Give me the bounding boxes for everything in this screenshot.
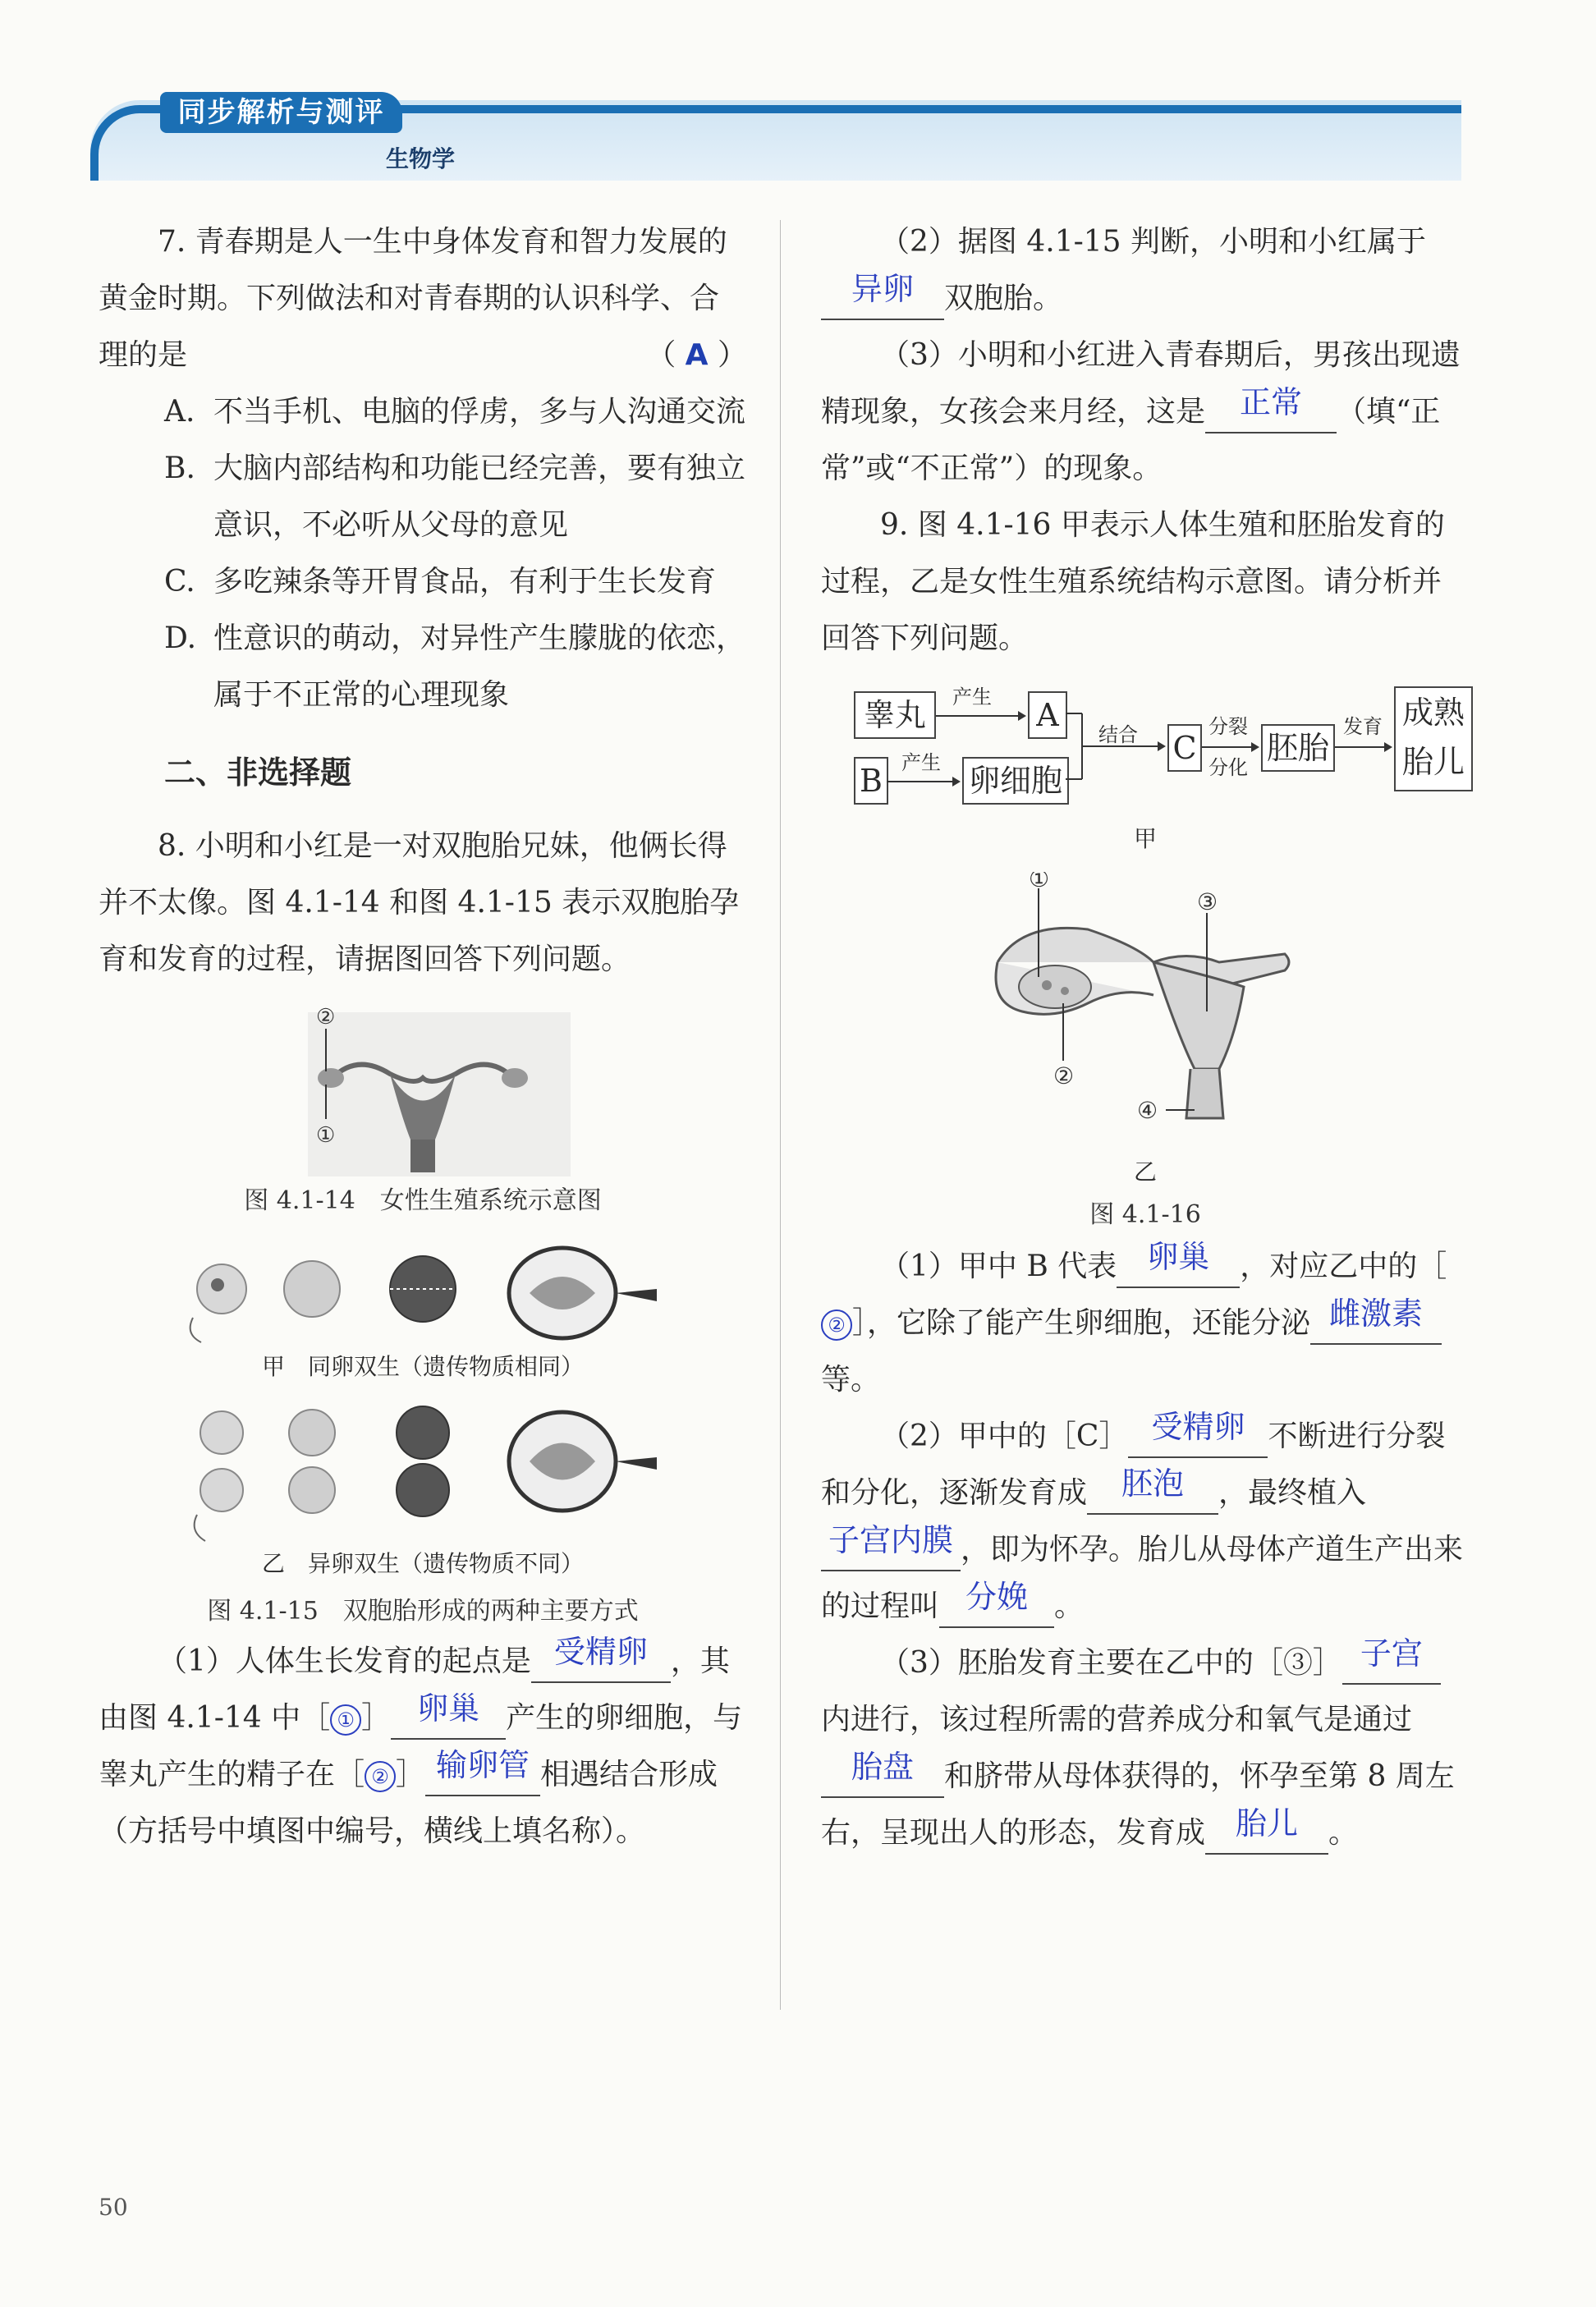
fig16-label-2: ② — [1053, 1062, 1075, 1089]
q9p3-text4: 。 — [1328, 1816, 1359, 1850]
flow-mature-line2: 胎儿 — [1401, 744, 1465, 780]
q9p2-blank1[interactable] — [1128, 1409, 1268, 1458]
q9p3-text3: 和脐带从母体获得的，怀孕至第 8 周左右，呈现出人的形态，发育成 — [821, 1759, 1455, 1850]
flow-divide: 分裂 — [1208, 715, 1248, 738]
q9p2-answer3: 子宫内膜 — [828, 1522, 953, 1558]
q8p1-blank3[interactable] — [391, 1690, 506, 1740]
subject-title: 生物学 — [386, 145, 456, 172]
q8p1-text1: （1）人体生长发育的起点是 — [158, 1644, 531, 1678]
identical-twins-diagram — [177, 1244, 669, 1351]
series-title: 同步解析与测评 — [160, 92, 402, 133]
q9p3-blank2[interactable] — [821, 1749, 944, 1798]
flow-produce1: 产生 — [952, 686, 992, 709]
flow-differentiate: 分化 — [1208, 756, 1248, 779]
combine-bracket — [1066, 708, 1172, 798]
q8p2-text2: 双胞胎。 — [944, 282, 1063, 315]
q8p1-text2: ，其由图 4.1-14 中［ — [99, 1644, 730, 1735]
q9p3-text2: 内进行，该过程所需的营养成分和氧气是通过 — [821, 1703, 1413, 1736]
q8p1-text3: ］ — [361, 1701, 392, 1735]
q9p2-blank3[interactable] — [821, 1522, 961, 1571]
q7-option-d — [99, 610, 747, 723]
flow-produce2: 产生 — [901, 751, 941, 774]
option-label: A. — [164, 395, 195, 429]
uterus-diagram — [973, 872, 1318, 1151]
q8p1-answer5: 输卵管 — [436, 1747, 530, 1783]
q8p2-blank1[interactable] — [821, 271, 944, 320]
q9p2-answer2: 胚泡 — [1121, 1465, 1185, 1502]
q9p3-answer2: 胎盘 — [851, 1749, 914, 1785]
flow-C: C — [1167, 724, 1202, 772]
fig16-label-1: ① — [1029, 872, 1050, 892]
flow-diagram — [837, 675, 1465, 806]
q7-answer: A — [685, 338, 709, 372]
q9p2-text1: （2）甲中的［C］ — [880, 1420, 1129, 1453]
fig15-caption: 图 4.1-15 双胞胎形成的两种主要方式 — [207, 1597, 639, 1626]
option-text: 多吃辣条等开胃食品，有利于生长发育 — [213, 565, 717, 599]
female-reproductive-diagram — [259, 996, 587, 1176]
flow-egg: 卵细胞 — [962, 757, 1069, 805]
q7-stem — [99, 213, 747, 383]
q9p3-answer3: 胎儿 — [1236, 1805, 1299, 1841]
flow-embryo: 胚胎 — [1261, 724, 1335, 772]
option-text: 性意识的萌动，对异性产生朦胧的依恋，属于不正常的心理现象 — [213, 621, 746, 712]
ovary-left — [318, 1068, 344, 1088]
flow-develop: 发育 — [1343, 715, 1383, 738]
q8p3-blank1[interactable] — [1205, 384, 1337, 433]
q8p1-text4: 产生的卵细胞，与睾丸产生的精子在［ — [99, 1701, 743, 1791]
header-swoosh — [90, 105, 164, 181]
column-divider — [780, 220, 781, 2010]
paren-close: ） — [717, 338, 747, 372]
flow-label-jia: 甲 — [1133, 825, 1157, 852]
q9-part2 — [821, 1408, 1470, 1635]
arrow-icon — [887, 773, 961, 790]
q7-option-a — [99, 383, 747, 440]
option-text: 大脑内部结构和功能已经完善，要有独立意识，不必听从父母的意见 — [213, 452, 746, 542]
q7-answer-paren — [587, 327, 747, 383]
flow-mature-fetus — [1394, 686, 1473, 791]
q8p1-blank1[interactable] — [531, 1634, 671, 1683]
fig16-caption: 图 4.1-16 — [1089, 1200, 1201, 1229]
q8-part2 — [821, 213, 1470, 327]
flow-A: A — [1028, 691, 1067, 739]
option-label: B. — [164, 452, 195, 485]
fig16-label-4: ④ — [1137, 1097, 1158, 1124]
arrow-icon — [1202, 739, 1259, 755]
q8p3-text1: （3）小明和小红进入青春期后，男孩出现遗精现象，女孩会来月经，这是 — [821, 338, 1461, 429]
q9p2-answer1: 受精卵 — [1151, 1409, 1245, 1445]
ovary-right — [502, 1068, 528, 1088]
q9p2-text4: ，即为怀孕。胎儿从母体产道生产出来的过程叫 — [821, 1533, 1464, 1623]
option-text: 不当手机、电脑的俘虏，多与人沟通交流 — [213, 395, 746, 429]
q9p1-answer1: 卵巢 — [1147, 1239, 1210, 1275]
q9p1-text3: ］，它除了能产生卵细胞，还能分泌 — [852, 1306, 1311, 1340]
fraternal-twins-diagram — [177, 1400, 669, 1548]
figure-4-1-15 — [177, 1244, 669, 1351]
figure-4-1-16-yi — [973, 872, 1318, 1151]
q8p1-text6: 相遇结合形成（方括号中填图中编号，横线上填名称）。 — [99, 1758, 718, 1848]
q7-option-c — [99, 553, 747, 610]
q9p1-answer2: ② — [821, 1309, 852, 1341]
q9p2-text5: 。 — [1054, 1589, 1085, 1623]
page-number: 50 — [99, 2194, 128, 2221]
ovary — [1019, 965, 1091, 1008]
q9p2-blank2[interactable] — [1087, 1465, 1218, 1515]
q9p1-text4: 等。 — [821, 1363, 881, 1397]
q8p1-blank5[interactable] — [425, 1747, 540, 1796]
right-column — [821, 213, 1470, 1861]
flow-mature-line1: 成熟 — [1401, 695, 1465, 731]
q9p1-text1: （1）甲中 B 代表 — [880, 1250, 1117, 1283]
q9-part3 — [821, 1635, 1470, 1861]
q9p2-blank4[interactable] — [939, 1579, 1054, 1628]
option-label: C. — [164, 565, 195, 599]
figure-4-1-14 — [259, 996, 587, 1176]
q9-stem: 9. 图 4.1-16 甲表示人体生殖和胚胎发育的过程，乙是女性生殖系统结构示意图。请分析并回答下列问题。 — [821, 508, 1445, 655]
q9p2-text3: ，最终植入 — [1218, 1476, 1367, 1510]
fig14-label-2: ② — [316, 1005, 336, 1030]
figure-4-1-15-b — [177, 1400, 669, 1548]
option-label: D. — [164, 621, 197, 655]
section-title: 二、非选择题 — [164, 754, 352, 791]
left-column — [99, 213, 747, 1860]
q8-part1 — [99, 1633, 747, 1860]
q8p1-text5: ］ — [396, 1758, 426, 1791]
fig16-sub-yi: 乙 — [1133, 1158, 1157, 1186]
q8p1-answer1: 受精卵 — [553, 1634, 648, 1670]
q9p3-answer1: 子宫 — [1360, 1635, 1423, 1672]
fig14-label-1: ① — [316, 1123, 336, 1148]
flow-combine: 结合 — [1098, 723, 1138, 746]
q8p1-answer3: 卵巢 — [417, 1690, 480, 1727]
q9p3-blank3[interactable] — [1205, 1805, 1328, 1855]
q9p2-text2: 不断进行分裂和分化，逐渐发育成 — [821, 1420, 1446, 1510]
arrow-icon — [1335, 739, 1392, 755]
q8p3-text2: （填“正常”或“不正常”）的现象。 — [821, 395, 1441, 485]
paren-open: （ — [646, 338, 676, 372]
q9p3-blank1[interactable] — [1342, 1635, 1441, 1685]
q9p2-answer4: 分娩 — [965, 1579, 1029, 1615]
fig16-label-3: ③ — [1197, 888, 1218, 915]
q8p2-text1: （2）据图 4.1-15 判断，小明和小红属于 — [880, 225, 1427, 259]
q9p1-text2: ，对应乙中的［ — [1240, 1250, 1447, 1283]
q9p3-text1: （3）胚胎发育主要在乙中的［③］ — [880, 1646, 1342, 1680]
flow-testis: 睾丸 — [854, 691, 936, 739]
fig15-sub-b: 乙 异卵双生（遗传物质不同） — [261, 1550, 584, 1577]
fig14-caption: 图 4.1-14 女性生殖系统示意图 — [244, 1186, 602, 1215]
q7-option-b — [99, 440, 747, 553]
q9p1-blank3[interactable] — [1310, 1296, 1442, 1345]
flow-B: B — [854, 757, 888, 805]
q7-stem-text: 7. 青春期是人一生中身体发育和智力发展的黄金时期。下列做法和对青春期的认识科学、合理的是 — [99, 225, 727, 372]
arrow-icon — [936, 708, 1026, 724]
fig15-sub-a: 甲 同卵双生（遗传物质相同） — [261, 1353, 584, 1380]
q8-part3 — [821, 327, 1470, 497]
q8p3-answer1: 正常 — [1240, 384, 1303, 420]
q8p2-answer1: 异卵 — [851, 271, 914, 307]
q8p1-answer2: ① — [330, 1704, 361, 1736]
q8-stem: 8. 小明和小红是一对双胞胎兄妹，他俩长得并不太像。图 4.1-14 和图 4.1-15 表示双胞胎孕育和发育的过程，请据图回答下列问题。 — [99, 829, 740, 976]
q9p1-blank1[interactable] — [1117, 1239, 1240, 1288]
q9p1-answer3: 雌激素 — [1329, 1296, 1424, 1332]
q8p1-answer4: ② — [365, 1761, 396, 1792]
q9-part1 — [821, 1238, 1470, 1408]
